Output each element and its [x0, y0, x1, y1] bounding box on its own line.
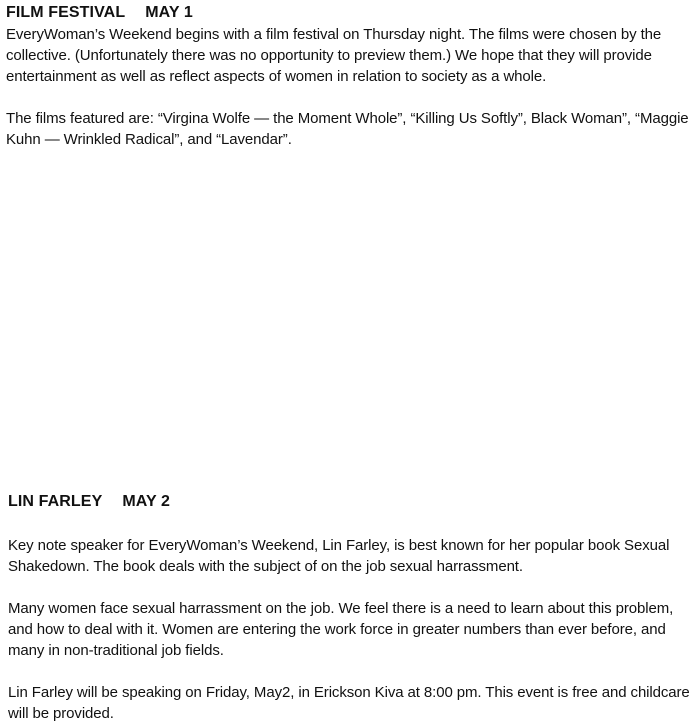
lin-farley-speaker-paragraph: Key note speaker for EveryWoman’s Weekend, Lin Farley, is best known for her popular book Sexual Shakedown. The book deals with the subject of on the job sexual harrassment. [8, 537, 670, 575]
film-festival-intro-paragraph: EveryWoman’s Weekend begins with a film festival on Thursday night. The films were chosen by the collective. (Unfortunately there was no opportunity to preview them.) We hope that they will provide entertainment as well as reflect aspects of women in relation to society as a whole. [6, 26, 662, 85]
lin-farley-section [8, 492, 696, 724]
film-festival-date: MAY 1 [145, 4, 193, 21]
lin-farley-event-paragraph: Lin Farley will be speaking on Friday, May2, in Erickson Kiva at 8:00 pm. This event is free and childcare will be provided. [8, 684, 690, 722]
film-festival-heading [6, 3, 696, 23]
film-festival-section [6, 3, 696, 150]
lin-farley-title: LIN FARLEY [8, 493, 103, 510]
lin-farley-harassment-paragraph: Many women face sexual harrassment on the job. We feel there is a need to learn about this problem, and how to deal with it. Women are entering the work force in greater numbers than ever before, and many in non-traditional job fields. [8, 600, 674, 659]
lin-farley-heading [8, 492, 696, 512]
film-festival-films-paragraph: The films featured are: “Virgina Wolfe — the Moment Whole”, “Killing Us Softly”, Black Woman”, “Maggie Kuhn — Wrinkled Radical”, and “Lavendar”. [6, 110, 689, 148]
film-festival-title: FILM FESTIVAL [6, 4, 126, 21]
lin-farley-date: MAY 2 [122, 493, 170, 510]
